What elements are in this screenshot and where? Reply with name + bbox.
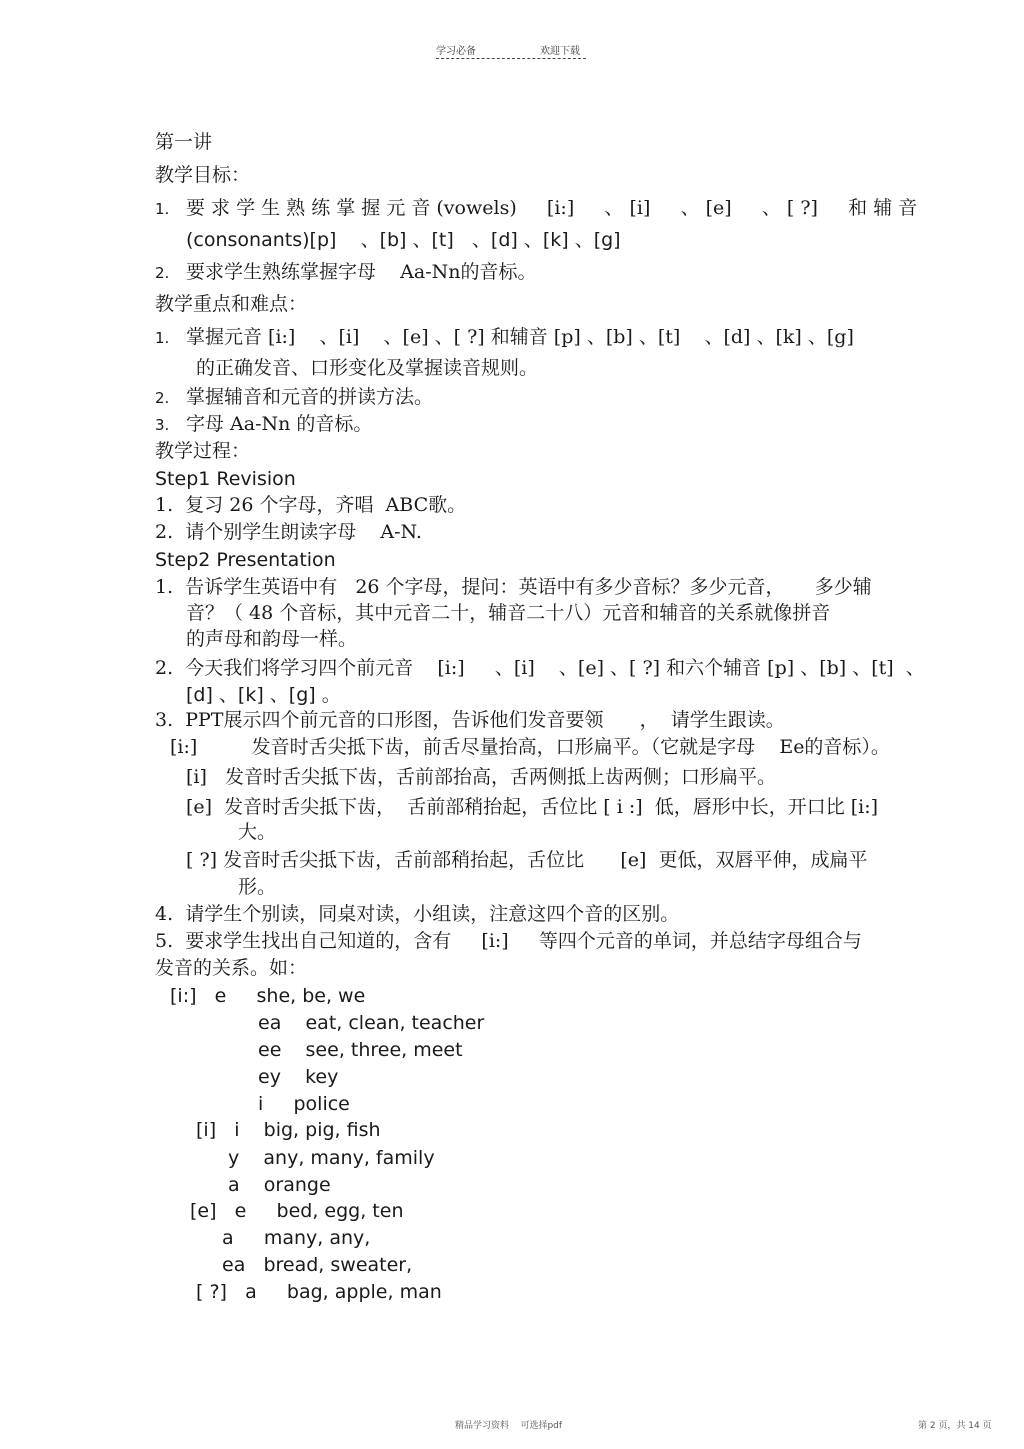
list-number: 2. bbox=[155, 264, 170, 282]
phoneme-description: [e] 发音时舌尖抵下齿， 舌前部稍抬起，舌位比 [ i :] 低，唇形中长，开口比 [i:] bbox=[186, 796, 879, 818]
step-item: 4. 请学生个别读，同桌对读，小组读，注意这四个音的区别。 bbox=[155, 903, 680, 925]
phoneme-description: [ ?] 发音时舌尖抵下齿，舌前部稍抬起，舌位比 [e] 更低，双唇平伸，成扁平 bbox=[186, 849, 868, 871]
example-row: a many, any, bbox=[222, 1227, 371, 1249]
list-number: 1. bbox=[155, 200, 170, 218]
phoneme-description-continued: 形。 bbox=[238, 876, 277, 898]
objective-line: (consonants)[p] 、[b] 、[t] 、[d] 、[k] 、[g] bbox=[186, 229, 621, 251]
phoneme-description: [i] 发音时舌尖抵下齿，舌前部抬高，舌两侧抵上齿两侧；口形扁平。 bbox=[186, 766, 777, 788]
step-item: 2. 请个别学生朗读字母 A-N. bbox=[155, 521, 422, 543]
objective-line: 要 求 学 生 熟 练 掌 握 元 音 (vowels) [i:] 、 [i] 、 [e] 、 [ ?] 和 辅 音 bbox=[186, 197, 918, 219]
footer-left-text: 精品学习资料 可选择pdf bbox=[455, 1421, 563, 1431]
step-item-continued: 的声母和韵母一样。 bbox=[186, 628, 358, 650]
key-point-line: 掌握元音 [i:] 、[i] 、[e] 、[ ?] 和辅音 [p] 、[b] 、[t] 、[d] 、[k] 、[g] bbox=[186, 326, 854, 348]
step-heading: Step1 Revision bbox=[155, 468, 296, 490]
lecture-title: 第一讲 bbox=[155, 131, 213, 153]
section-heading-key-points: 教学重点和难点： bbox=[155, 293, 308, 315]
step-item: 1. 告诉学生英语中有 26 个字母，提问：英语中有多少音标？多少元音， 多少辅 bbox=[155, 576, 872, 598]
phoneme-description: [i:] 发音时舌尖抵下齿，前舌尽量抬高，口形扁平。（它就是字母 Ee的音标）。 bbox=[170, 736, 890, 758]
example-row: ea bread, sweater, bbox=[222, 1254, 413, 1276]
header-right-text: 欢迎下载 bbox=[540, 46, 580, 57]
step-item: 2. 今天我们将学习四个前元音 [i:] 、[i] 、[e] 、[ ?] 和六个辅音 [p] 、[b] 、[t] 、 bbox=[155, 657, 925, 679]
example-row: [e] e bed, egg, ten bbox=[190, 1200, 404, 1222]
step-item: 1. 复习 26 个字母，齐唱 ABC歌。 bbox=[155, 494, 467, 516]
key-point-line: 的正确发音、口形变化及掌握读音规则。 bbox=[196, 357, 539, 379]
header-divider bbox=[436, 58, 586, 59]
step-item-continued: [d] 、[k] 、[g] 。 bbox=[186, 684, 341, 706]
header-left-text: 学习必备 bbox=[436, 46, 476, 57]
example-row: ee see, three, meet bbox=[258, 1039, 463, 1061]
step-heading: Step2 Presentation bbox=[155, 549, 336, 571]
step-item-continued: 发音的关系。如： bbox=[155, 957, 308, 979]
step-item: 3. PPT展示四个前元音的口形图，告诉他们发音要领 ， 请学生跟读。 bbox=[155, 709, 785, 731]
step-item-continued: 音？（ 48 个音标，其中元音二十，辅音二十八）元音和辅音的关系就像拼音 bbox=[186, 602, 831, 624]
example-row: ey key bbox=[258, 1066, 339, 1088]
objective-line: 要求学生熟练掌握字母 Aa-Nn的音标。 bbox=[186, 261, 537, 283]
section-heading-objectives: 教学目标： bbox=[155, 164, 251, 186]
example-row: [ ?] a bag, apple, man bbox=[196, 1281, 442, 1303]
list-number: 3. bbox=[155, 416, 170, 434]
list-number: 2. bbox=[155, 389, 170, 407]
phoneme-description-continued: 大。 bbox=[238, 821, 277, 843]
example-row: y any, many, family bbox=[228, 1147, 435, 1169]
step-item: 5. 要求学生找出自己知道的，含有 [i:] 等四个元音的单词，并总结字母组合与 bbox=[155, 930, 862, 952]
key-point-line: 掌握辅音和元音的拼读方法。 bbox=[186, 386, 434, 408]
section-heading-process: 教学过程： bbox=[155, 440, 251, 462]
example-row: [i:] e she, be, we bbox=[170, 985, 366, 1007]
page-number: 第 2 页，共 14 页 bbox=[918, 1421, 992, 1431]
example-row: i police bbox=[258, 1093, 350, 1115]
example-row: [i] i big, pig, fish bbox=[196, 1119, 381, 1141]
key-point-line: 字母 Aa-Nn 的音标。 bbox=[186, 413, 373, 435]
list-number: 1. bbox=[155, 329, 170, 347]
example-row: ea eat, clean, teacher bbox=[258, 1012, 485, 1034]
example-row: a orange bbox=[228, 1174, 331, 1196]
